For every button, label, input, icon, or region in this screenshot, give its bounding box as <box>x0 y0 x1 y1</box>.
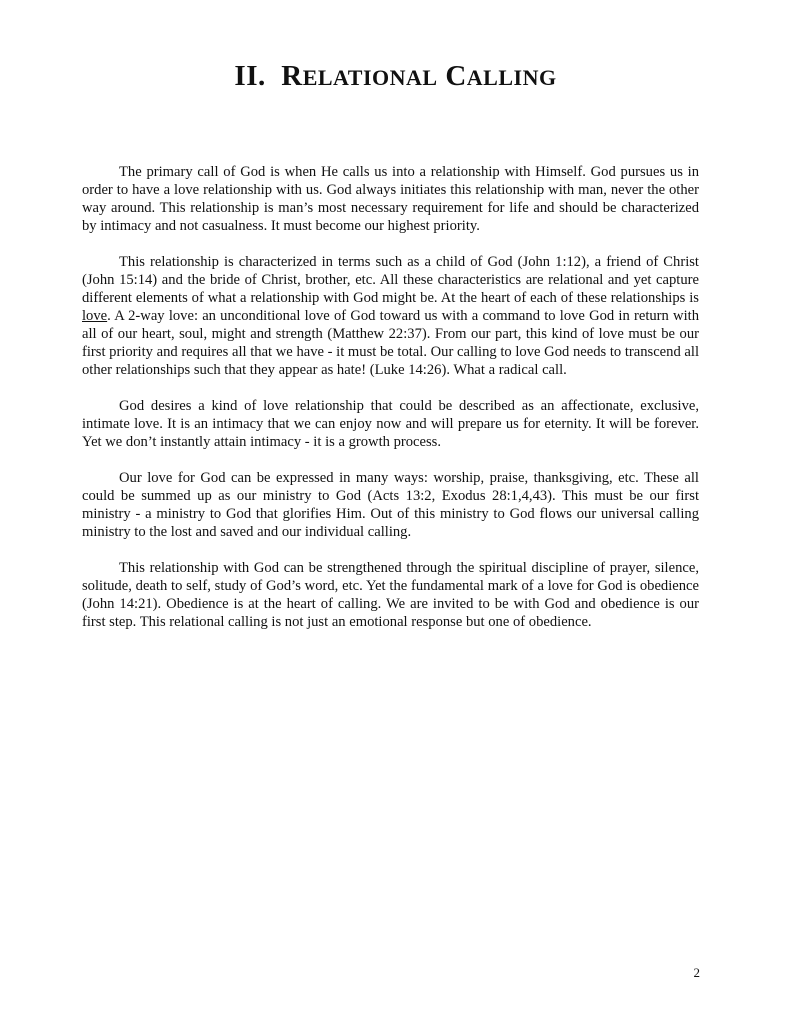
body-text <box>82 163 699 649</box>
title-word-relational: RELATIONAL <box>281 60 438 92</box>
paragraph-relationship-terms: This relationship is characterized in terms such as a child of God (John 1:12), a friend of Christ (John 15:14) and the bride of Christ, brother, etc. All these characteristics are relational and yet capture different elements of what a relationship with God might be. At the heart of each of these relationships is love. A 2-way love: an unconditional love of God toward us with a command to love God in return with all of our heart, soul, might and strength (Matthew 22:37). From our part, this kind of love must be our first priority and requires all that we have - it must be total. Our calling to love God needs to transcend all other relationships such that they appear as hate! (Luke 14:26). What a radical call. <box>82 254 699 378</box>
title-word-calling: CALLING <box>445 60 557 92</box>
paragraph-ministry-to-god: Our love for God can be expressed in many ways: worship, praise, thanksgiving, etc. These all could be summed up as our ministry to God (Acts 13:2, Exodus 28:1,4,43). This must be our first ministry - a ministry to God that glorifies Him. Out of this ministry to God flows our universal calling ministry to the lost and saved and our individual calling. <box>82 470 699 540</box>
paragraph-obedience: This relationship with God can be strengthened through the spiritual discipline of prayer, silence, solitude, death to self, study of God’s word, etc. Yet the fundamental mark of a love for God is obedience (John 14:21). Obedience is at the heart of calling. We are invited to be with God and obedience is our first step. This relational calling is not just an emotional response but one of obedience. <box>82 560 699 630</box>
page-number: 2 <box>693 965 700 980</box>
underlined-word-love: love <box>82 308 108 324</box>
paragraph-primary-call: The primary call of God is when He calls us into a relationship with Himself. God pursues us in order to have a love relationship with us. God always initiates this relationship with man, never the other way around. This relationship is man’s most necessary requirement for life and should be characterized by intimacy and not casualness. It must become our highest priority. <box>82 164 699 234</box>
paragraph-intimate-love: God desires a kind of love relationship that could be described as an affectionate, exclusive, intimate love. It is an intimacy that we can enjoy now and will prepare us for eternity. It will be forever. Yet we don’t instantly attain intimacy - it is a growth process. <box>82 398 699 450</box>
page-title <box>0 60 791 93</box>
title-numeral: II. <box>234 60 266 92</box>
